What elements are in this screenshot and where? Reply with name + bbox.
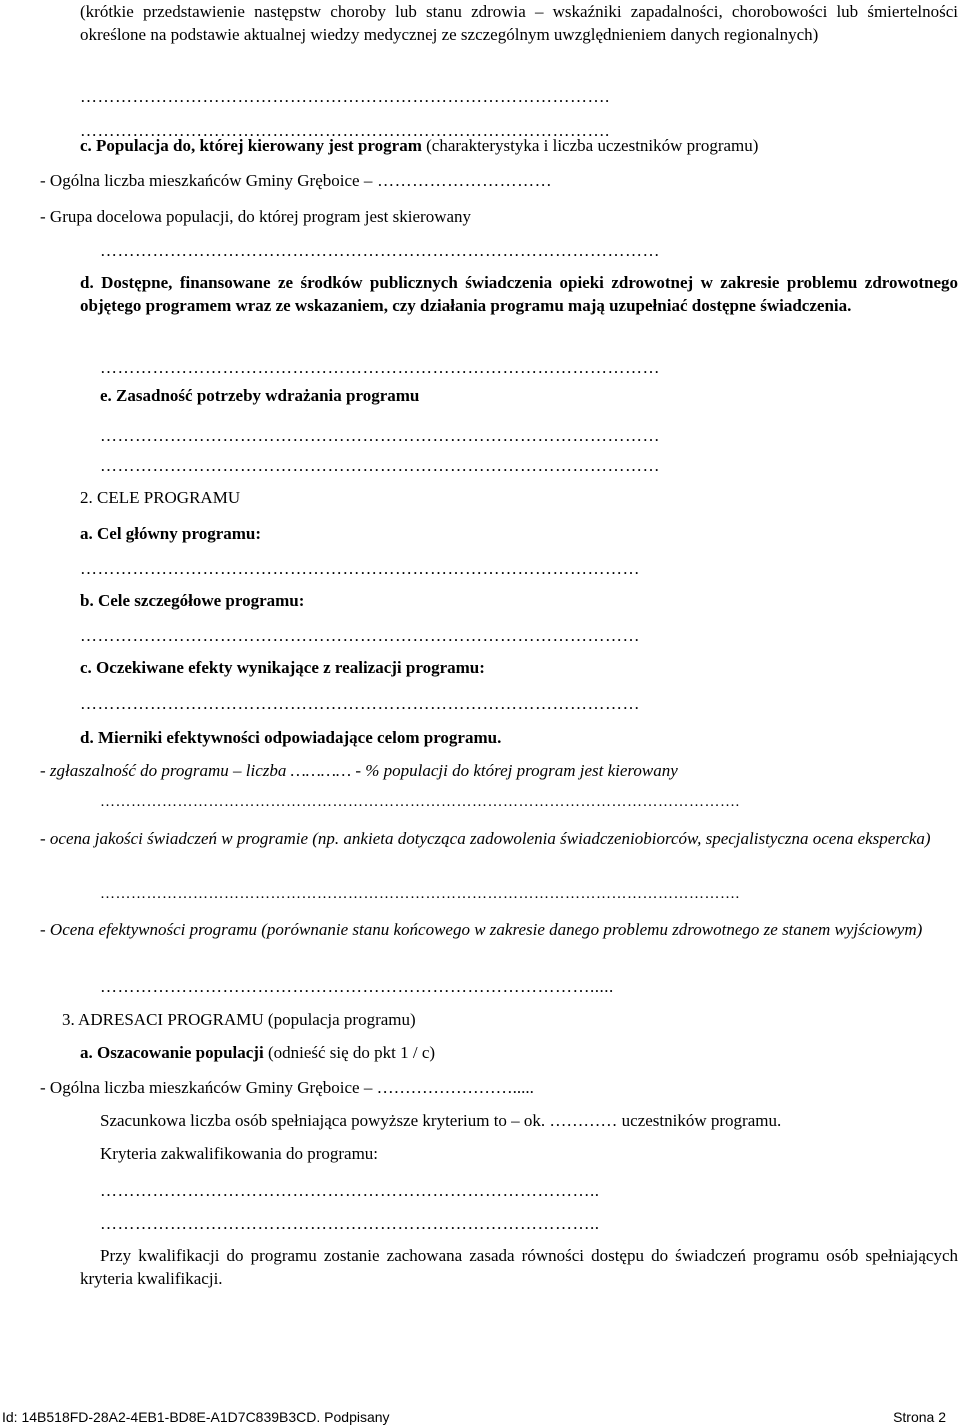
specific-goals-dots: …………………………………………………………………………………… [80,626,640,645]
document-id: Id: 14B518FD-28A2-4EB1-BD8E-A1D7C839B3CD. Podpisany [2,1409,390,1425]
measure-quality: - ocena jakości świadczeń w programie (np. ankieta dotycząca zadowolenia świadczeniobiorców, specjalistyczna ocena ekspercka) [40,829,931,848]
measure-effectiveness: - Ocena efektywności programu (porównanie stanu końcowego w zakresie danego problemu zdrowotnego ze stanem wyjściowym) [40,920,923,939]
criteria-dots-2: ………………………………………………………………………….. [100,1214,600,1233]
measure-effectiveness-dots: …………………………………………………………………………..... [100,977,614,996]
population-line [40,170,552,192]
specific-goals-heading: b. Cele szczegółowe programu: [80,591,305,610]
population-label: - Ogólna liczba mieszkańców Gminy Gręboice – [40,171,373,190]
intro-text: (krótkie przedstawienie następstw choroby lub stanu zdrowia – wskaźniki zapadalności, chorobowości lub śmiertelności określone na podstawie aktualnej wiedzy medycznej ze szczególnym uwzględnieniem danych regionalnych) [80,2,958,44]
section-e-dots-1: …………………………………………………………………………………… [100,426,660,445]
participants-estimate: Szacunkowa liczba osób spełniająca powyższe kryterium to – ok. ………… uczestników programu. [100,1111,782,1130]
residents-count-line: - Ogólna liczba mieszkańców Gminy Gręboice – ……………………..... [40,1078,534,1097]
population-estimate-title: a. Oszacowanie populacji [80,1043,264,1062]
equal-access-rule: Przy kwalifikacji do programu zostanie zachowana zasada równości dostępu do świadczeń programu osób spełniających kryteria kwalifikacji. [80,1246,958,1288]
section-d-text: d. Dostępne, finansowane ze środków publicznych świadczenia opieki zdrowotnej w zakresie problemu zdrowotnego objętego programem wraz ze wskazaniem, czy działania programu mają uzupełniać dostępne świadczenia. [80,273,958,315]
section-e-dots-2: …………………………………………………………………………………… [100,456,660,475]
section-c-heading [80,135,758,157]
section-3-heading: 3. ADRESACI PROGRAMU (populacja programu) [62,1010,416,1029]
measure-reporting-dots: ……………………………………………………………………………………………………………. [100,794,740,810]
population-estimate-heading [80,1042,435,1064]
measures-heading: d. Mierniki efektywności odpowiadające celom programu. [80,728,502,747]
expected-effects-heading: c. Oczekiwane efekty wynikające z realizacji programu: [80,658,485,677]
criteria-dots-1: ………………………………………………………………………….. [100,1181,600,1200]
target-group-label: - Grupa docelowa populacji, do której program jest skierowany [40,207,472,226]
section-2-heading: 2. CELE PROGRAMU [80,488,241,507]
qualification-criteria-label: Kryteria zakwalifikowania do programu: [100,1144,379,1163]
section-c-note: (charakterystyka i liczba uczestników programu) [421,136,759,155]
population-estimate-note: (odnieść się do pkt 1 / c) [263,1043,436,1062]
intro-dots-1: ………………………………………………………………………………. [80,87,610,106]
main-goal-heading: a. Cel główny programu: [80,524,262,543]
section-d-dots: …………………………………………………………………………………… [100,358,660,377]
population-dots: ………………………… [372,171,553,190]
measure-reporting: - zgłaszalność do programu – liczba ………… - % populacji do której program jest kierowany [40,761,678,780]
intro-dots-2: ………………………………………………………………………………. [80,121,610,140]
section-c-title: c. Populacja do, której kierowany jest program [80,136,422,155]
page-number: Strona 2 [893,1409,946,1425]
section-e-heading: e. Zasadność potrzeby wdrażania programu [100,386,420,405]
main-goal-dots: …………………………………………………………………………………… [80,559,640,578]
measure-quality-dots: ……………………………………………………………………………………………………………. [100,886,740,902]
expected-effects-dots: …………………………………………………………………………………… [80,694,640,713]
target-group-dots: …………………………………………………………………………………… [100,241,660,260]
